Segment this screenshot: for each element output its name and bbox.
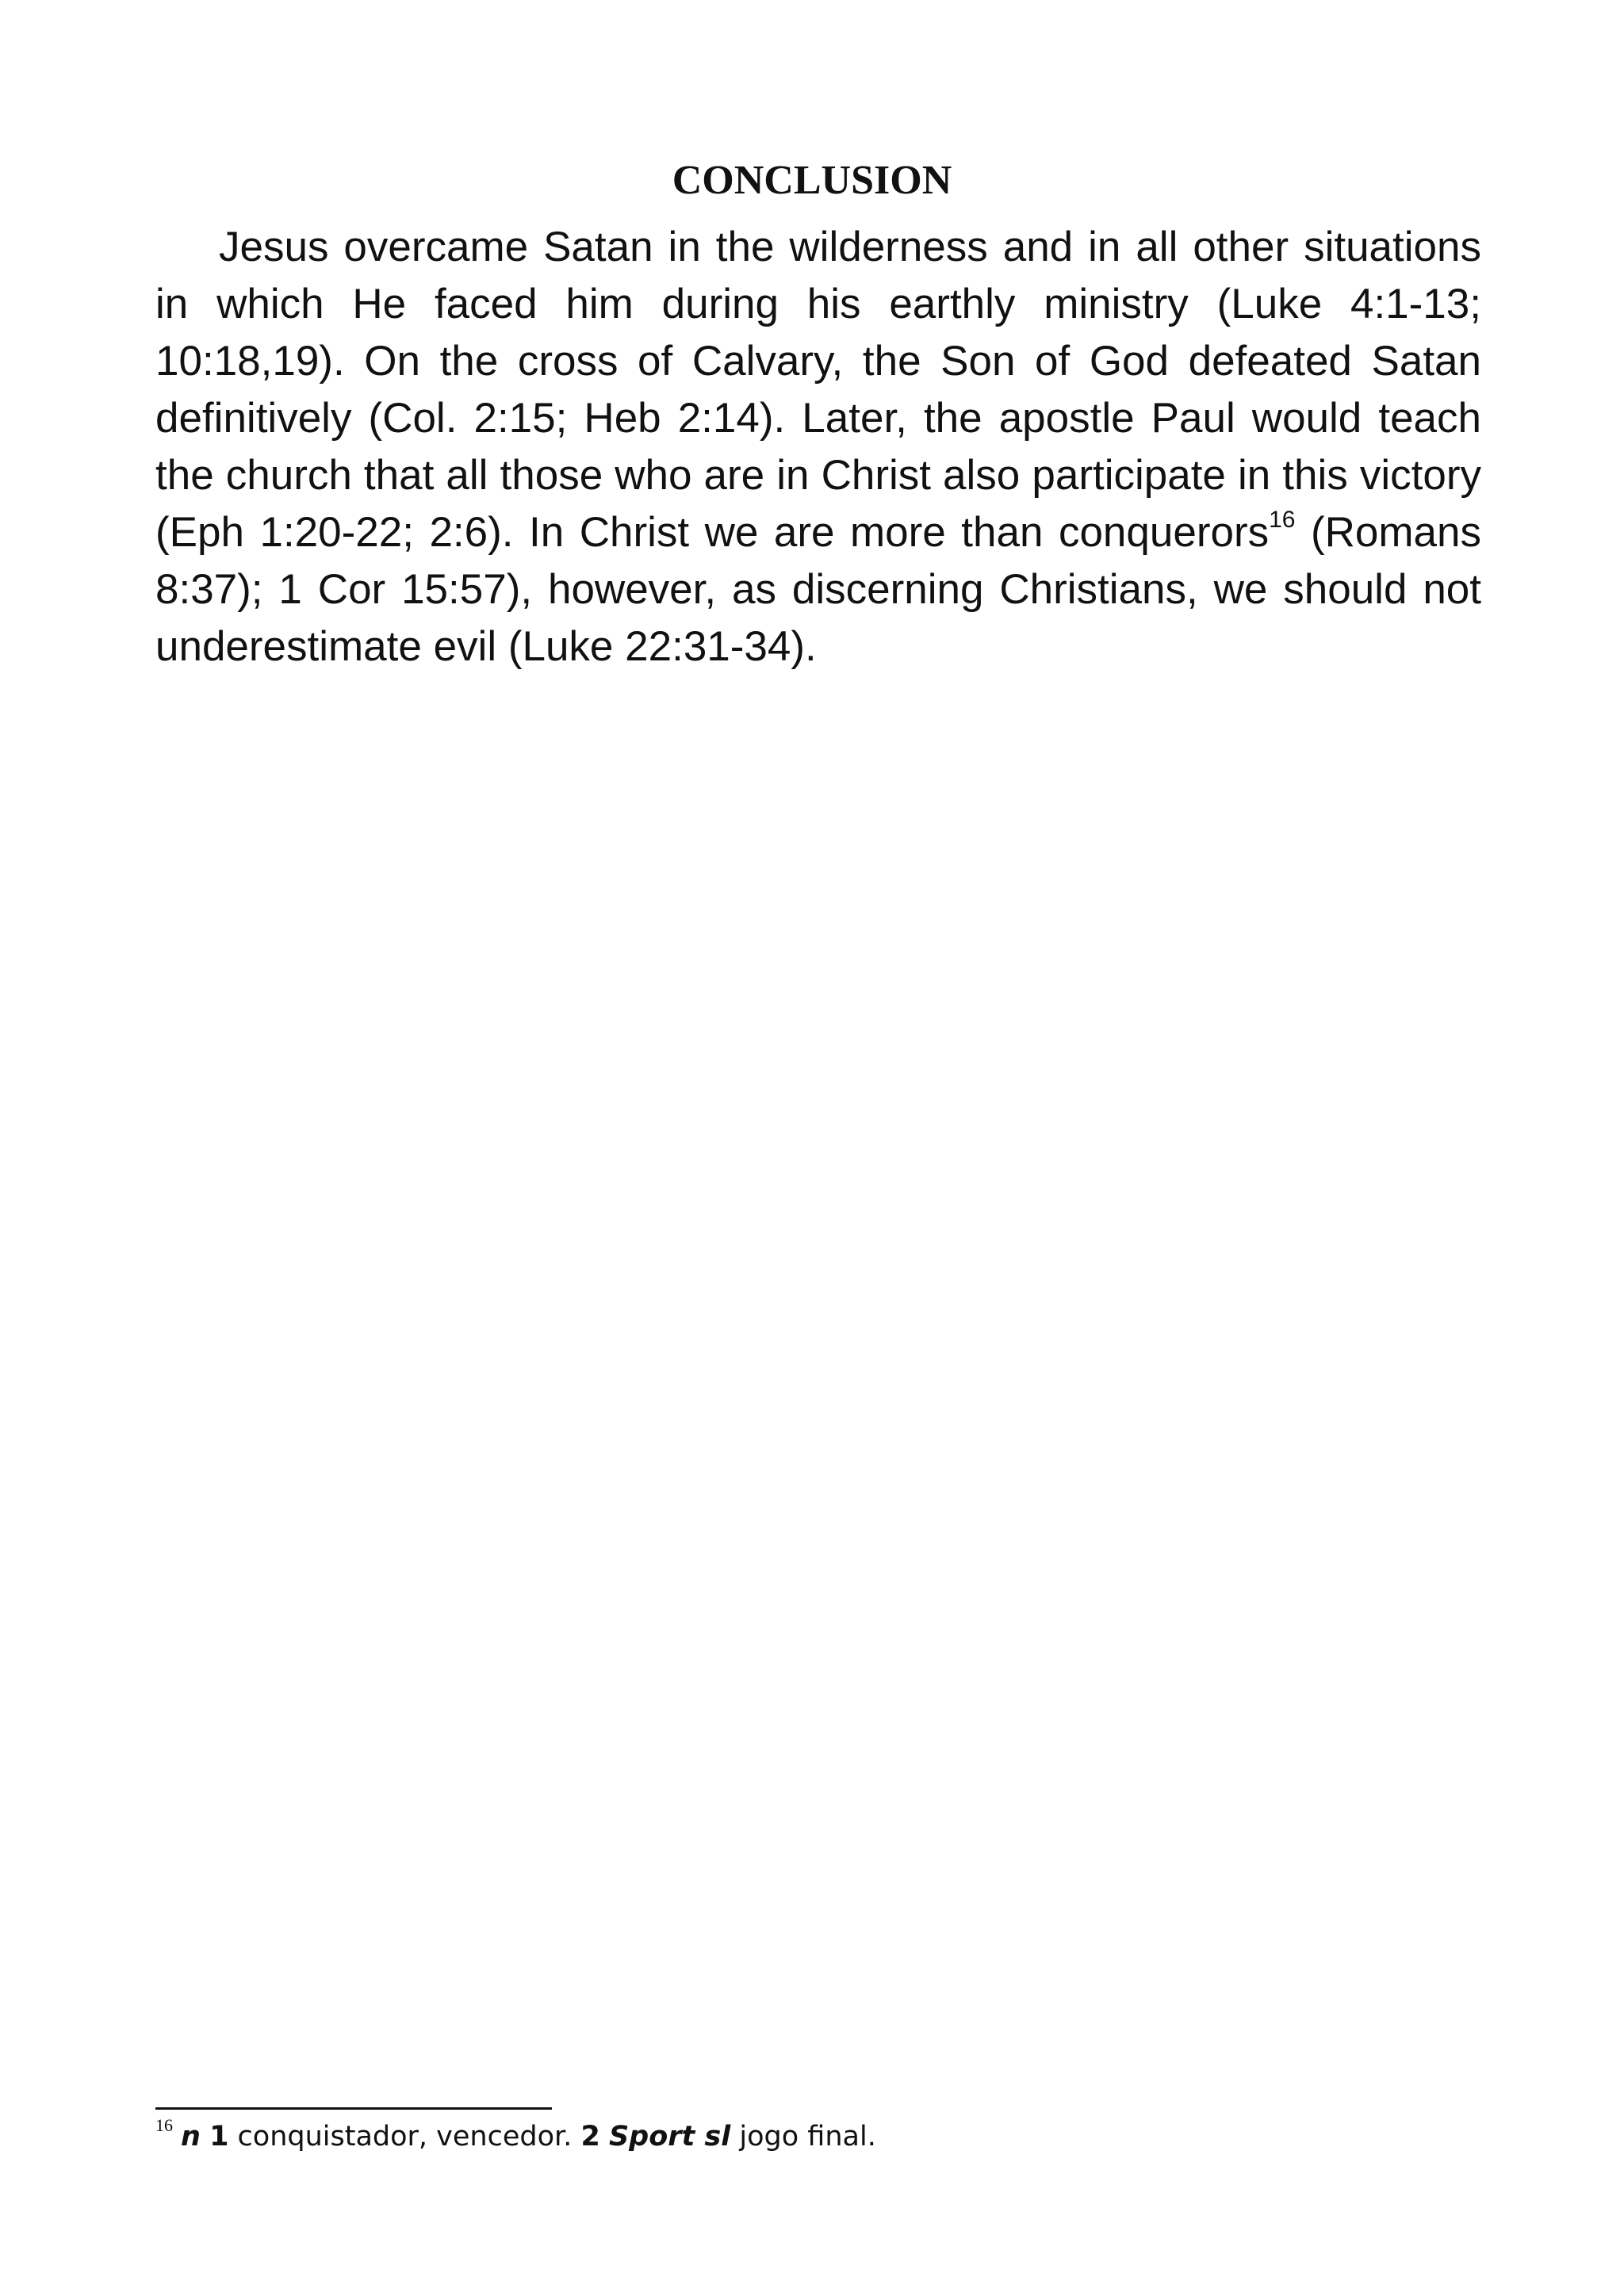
footnote-reference[interactable]: 16 [1269, 507, 1296, 533]
body-paragraph [155, 219, 1481, 675]
footnote [155, 2115, 1481, 2155]
footnote-separator [155, 2107, 552, 2110]
footnote-sense-2-number: 2 [580, 2121, 600, 2152]
footnote-sense-2-domain: Sport sl [608, 2121, 731, 2152]
footnote-number: 16 [155, 2115, 173, 2135]
footnote-sense-2-text: jogo final. [730, 2121, 876, 2152]
page-title: CONCLUSION [672, 158, 952, 203]
footnote-part-of-speech: n [181, 2121, 201, 2152]
footnote-sense-1-number: 1 [209, 2121, 229, 2152]
paragraph-text-before-note: Jesus overcame Satan in the wilderness and in all other situations in which He faced him during his earthly ministry (Luke 4:1-13; 10:18,19). On the cross of Calvary, the Son of God defeated Satan definitively (Col. 2:15; Heb 2:14). Later, the apostle Paul would teach the church that all those who are in Christ also participate in this victory (Eph 1:20-22; 2:6). In Christ we are more than conquerors [155, 224, 1481, 556]
paragraph-text-after-note: (Romans 8:37); 1 Cor 15:57), however, as discerning Christians, we should not underestimate evil (Luke 22:31-34). [155, 509, 1481, 670]
footnote-sense-1-text: conquistador, vencedor. [228, 2121, 581, 2152]
